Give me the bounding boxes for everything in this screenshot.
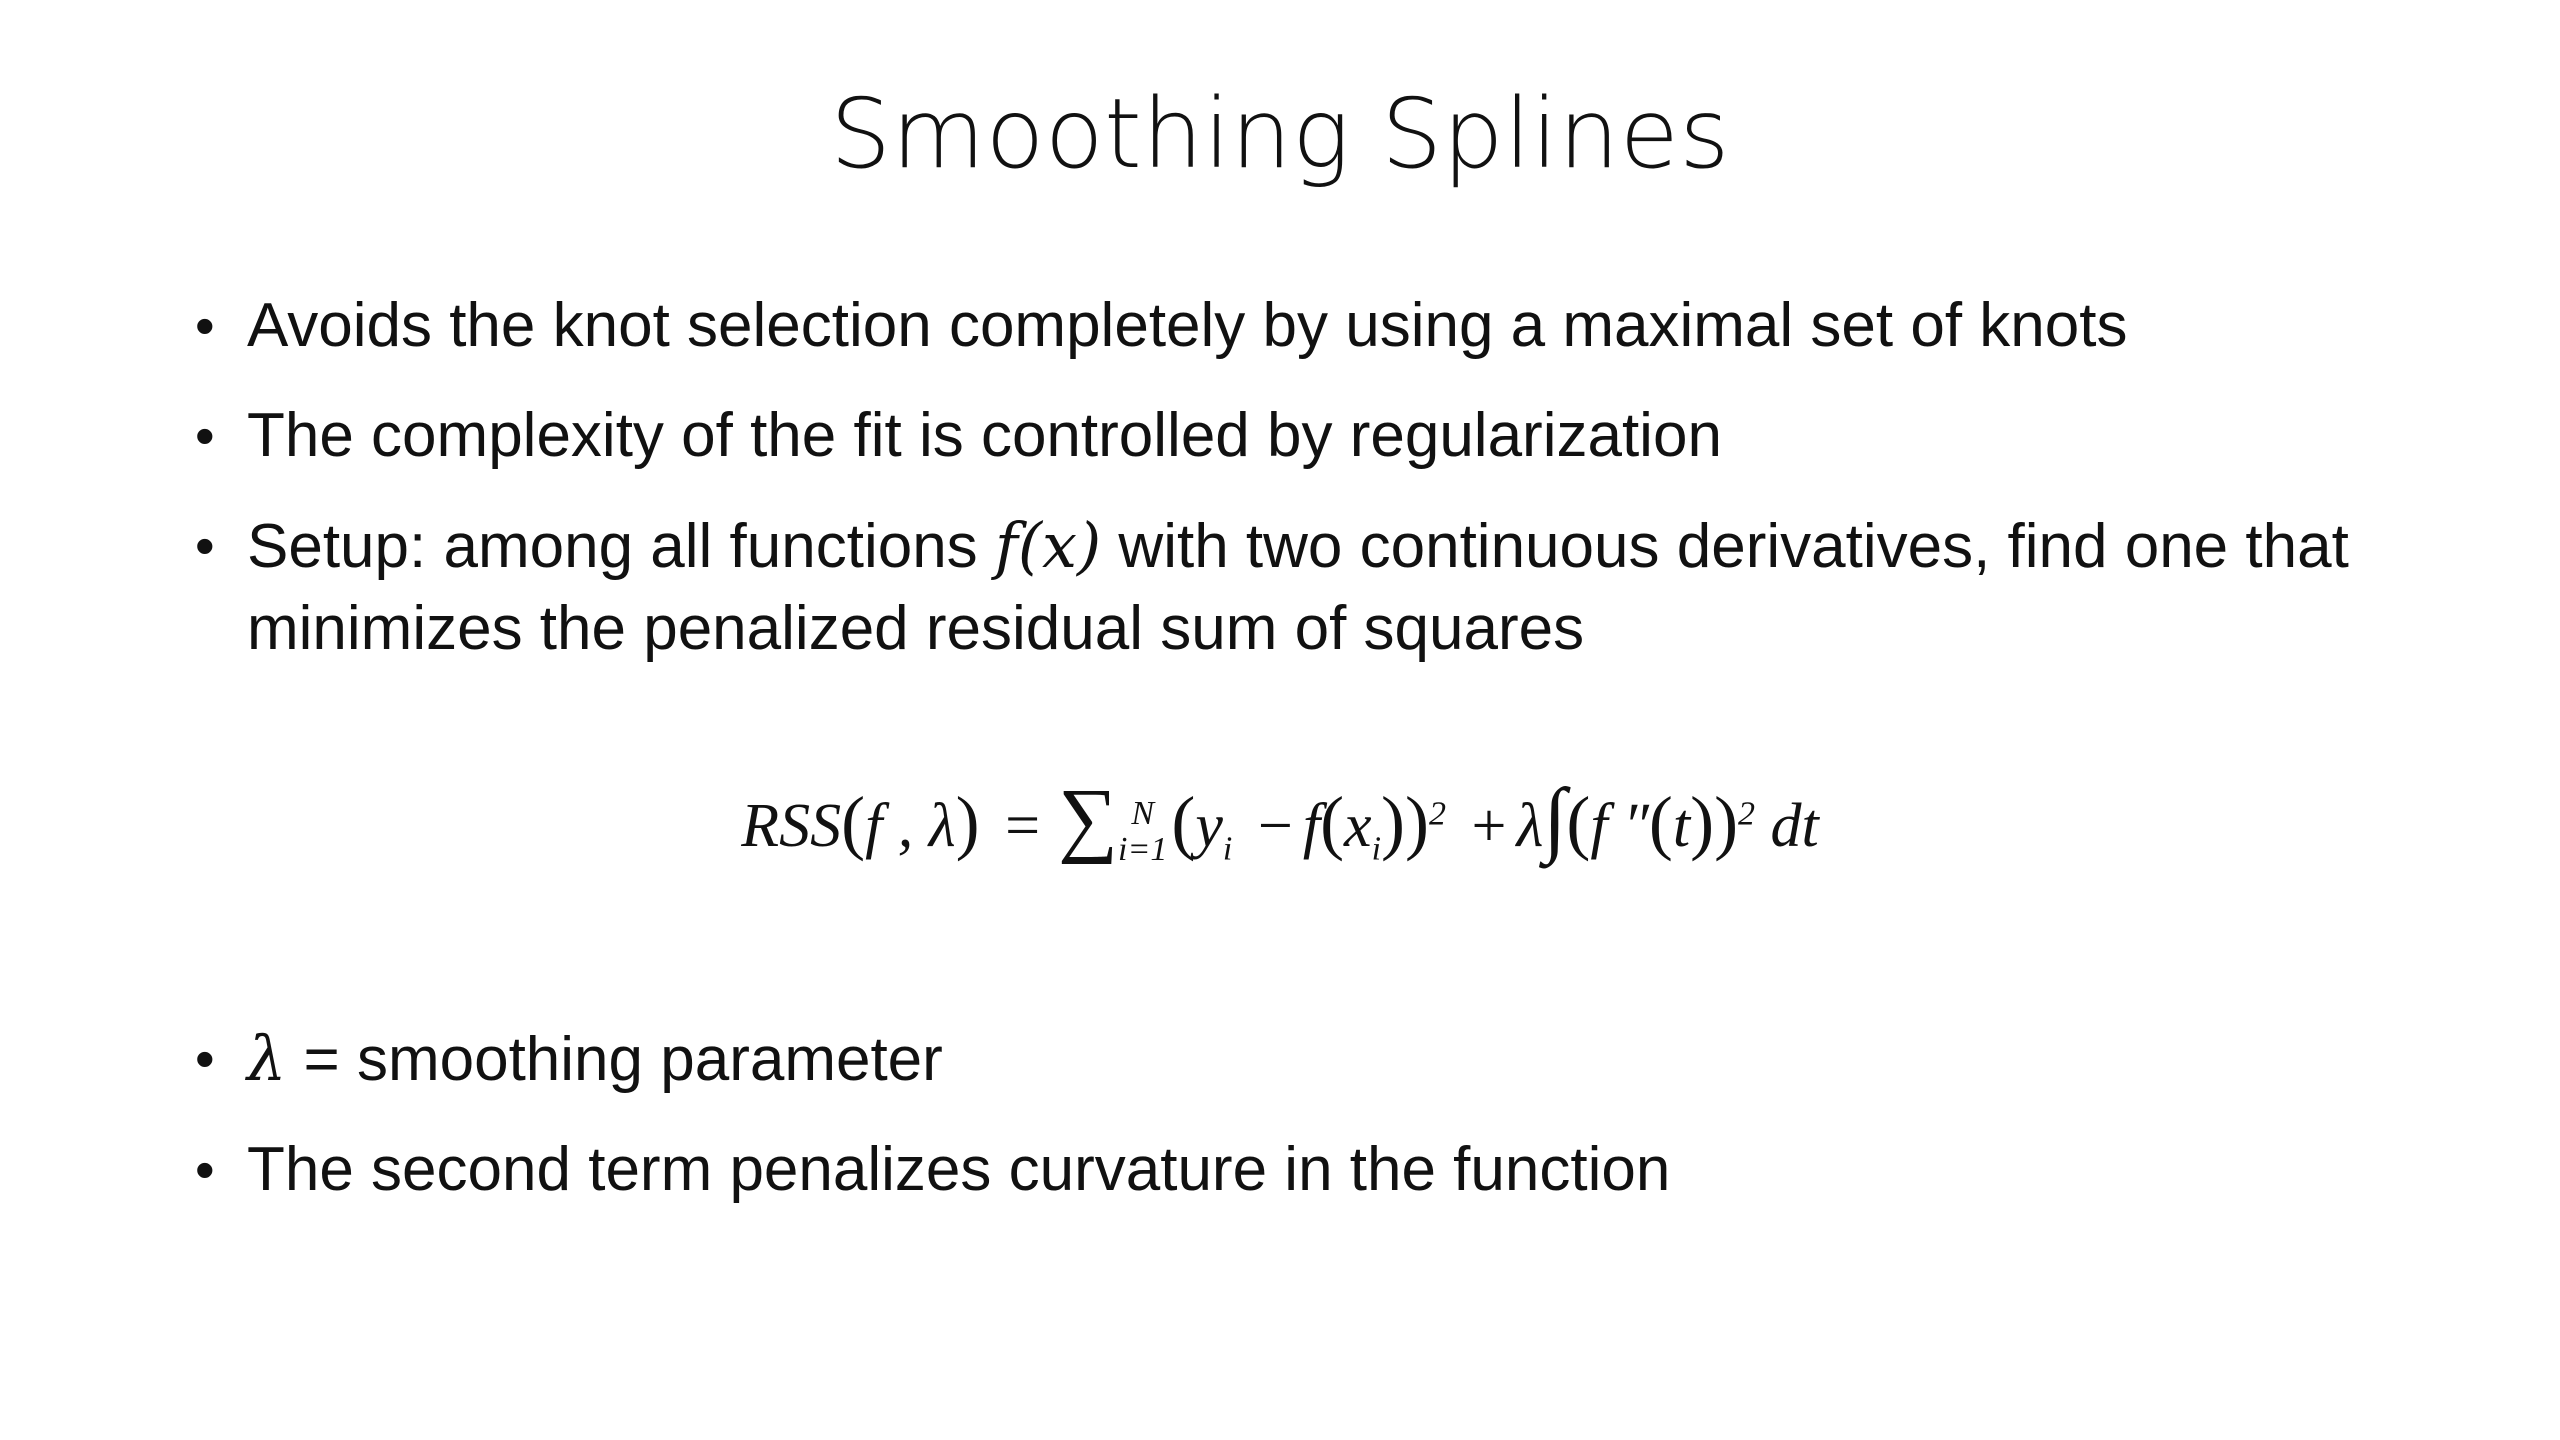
formula-f: f: [1302, 792, 1321, 860]
bullet-item: [195, 395, 2395, 477]
bullet-dot: •: [195, 1138, 215, 1201]
formula-fpp: f ″: [1590, 792, 1649, 860]
bullet-dot: •: [195, 1027, 215, 1090]
bullet-text-after: with two continuous derivatives, find one that minimizes the penalized residual sum of squares: [247, 512, 2349, 663]
bullet-dot: •: [195, 404, 215, 467]
inline-math-lambda: λ: [247, 1022, 287, 1095]
rss-formula: RSS(f , λ) = ∑ N i=1 $(y_i - f(x_i))^2 + \lambda\int(f$ ″(t))$^2$ dt: [741, 772, 1819, 868]
formula-plus: +: [1471, 792, 1507, 860]
inline-math-fx: f(x): [994, 509, 1102, 582]
formula-x: x: [1344, 792, 1372, 860]
formula-args: f , λ: [865, 792, 956, 860]
slide-title: Smoothing Splines: [830, 78, 1730, 190]
bullet-text: The second term penalizes curvature in the function: [247, 1135, 1671, 1204]
bullet-text: Avoids the knot selection completely by using a maximal set of knots: [247, 291, 2128, 360]
formula-x-sub: i: [1371, 830, 1382, 868]
sum-upper: N: [1131, 794, 1155, 832]
sum-symbol: ∑: [1058, 772, 1118, 865]
formula-dt: dt: [1770, 792, 1819, 860]
formula-minus: −: [1257, 792, 1293, 860]
integral-symbol: ∫: [1543, 772, 1567, 865]
bullet-text-before: Setup: among all functions: [247, 512, 995, 581]
bullet-dot: •: [195, 514, 215, 577]
bullet-list-bottom: [195, 1018, 2395, 1239]
formula-y-sub: i: [1222, 830, 1233, 868]
formula-square-2: 2: [1738, 795, 1756, 833]
bullet-item: [195, 505, 2395, 670]
bullet-text: = smoothing parameter: [286, 1025, 943, 1094]
bullet-dot: •: [195, 294, 215, 357]
bullet-item: [195, 285, 2395, 367]
bullet-item: [195, 1129, 2395, 1211]
formula-equals: =: [1005, 792, 1041, 860]
formula-y: y: [1195, 792, 1223, 860]
bullet-list-top: [195, 285, 2395, 698]
formula-square-1: 2: [1428, 795, 1446, 833]
bullet-text: The complexity of the fit is controlled by regularization: [247, 401, 1722, 470]
bullet-item: [195, 1018, 2395, 1101]
formula-lambda: λ: [1516, 792, 1544, 860]
formula-t: t: [1672, 792, 1691, 860]
sum-lower: i=1: [1118, 830, 1168, 868]
sum-limits: [1118, 796, 1167, 868]
formula-lhs: RSS: [741, 792, 842, 860]
